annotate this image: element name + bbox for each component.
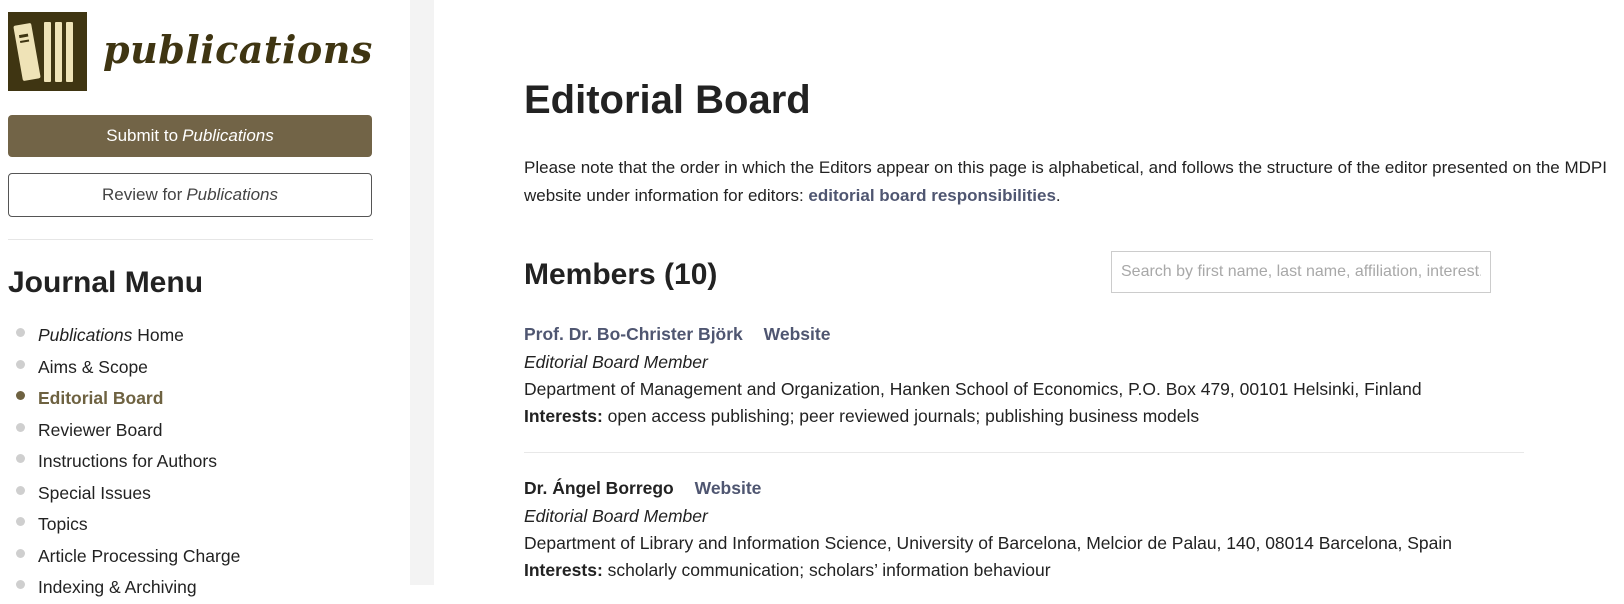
- member-interests: [524, 403, 1524, 430]
- member-name-row: [524, 476, 1524, 503]
- bullet-icon: [16, 549, 25, 558]
- journal-menu-title: Journal Menu: [8, 266, 204, 299]
- menu-item-instructions[interactable]: [14, 446, 240, 478]
- submit-label: Submit to: [106, 126, 179, 145]
- website-link[interactable]: Website: [694, 478, 762, 498]
- menu-item-label: Home: [132, 325, 184, 345]
- menu-item-indexing[interactable]: [14, 572, 240, 604]
- submit-journal: Publications: [182, 126, 274, 145]
- member-role: Editorial Board Member: [524, 506, 708, 526]
- member-search-input[interactable]: [1111, 251, 1491, 293]
- interests-label: Interests:: [524, 406, 603, 426]
- sidebar: [0, 0, 410, 597]
- note-end: .: [1055, 186, 1061, 205]
- bullet-icon: [16, 517, 25, 526]
- gutter: [410, 0, 434, 585]
- interests-label: Interests:: [524, 560, 603, 580]
- member-name-row: [524, 322, 1524, 349]
- journal-menu: [14, 320, 240, 604]
- members-heading: Members (10): [524, 258, 718, 291]
- bullet-icon: [16, 454, 25, 463]
- bullet-icon: [16, 423, 25, 432]
- menu-item-apc[interactable]: [14, 541, 240, 573]
- bullet-icon: [16, 391, 25, 400]
- menu-item-label: Aims & Scope: [38, 356, 148, 377]
- bullet-icon: [16, 486, 25, 495]
- review-journal: Publications: [186, 185, 278, 204]
- member-role: Editorial Board Member: [524, 352, 708, 372]
- menu-item-label: Instructions for Authors: [38, 451, 217, 471]
- menu-item-reviewer-board[interactable]: [14, 415, 240, 447]
- member-divider: [524, 452, 1524, 453]
- menu-item-label: Topics: [38, 514, 88, 534]
- menu-item-label: Reviewer Board: [38, 419, 163, 440]
- menu-item-label: Article Processing Charge: [38, 545, 241, 566]
- divider: [8, 239, 373, 240]
- member-name[interactable]: Prof. Dr. Bo-Christer Björk: [524, 324, 743, 344]
- books-icon: [8, 12, 87, 91]
- member-interests: [524, 557, 1524, 584]
- bullet-icon: [16, 360, 25, 369]
- journal-title: publications: [103, 27, 373, 72]
- menu-item-label: Editorial Board: [38, 388, 164, 408]
- journal-logo[interactable]: [8, 12, 373, 91]
- menu-item-special-issues[interactable]: [14, 478, 240, 510]
- main-content: [434, 0, 1607, 585]
- order-note: [524, 154, 1624, 210]
- review-button[interactable]: [8, 173, 372, 217]
- note-text: Please note that the order in which the Editors appear on this page is alphabetical, and follows the structure of the editor presented on the MDPI website under information for editors:: [524, 158, 1607, 205]
- member-affiliation: Department of Library and Information Science, University of Barcelona, Melcior de Palau, 140, 08014 Barcelona, Spain: [524, 533, 1453, 553]
- member-name: Dr. Ángel Borrego: [524, 478, 674, 498]
- bullet-icon: [16, 328, 25, 337]
- page-title: Editorial Board: [524, 78, 811, 122]
- menu-item-aims[interactable]: [14, 352, 240, 384]
- menu-item-label: Indexing & Archiving: [38, 577, 197, 597]
- bullet-icon: [16, 580, 25, 589]
- website-link[interactable]: Website: [763, 324, 831, 344]
- interests-text: scholarly communication; scholars’ information behaviour: [602, 560, 1051, 580]
- review-label: Review for: [102, 185, 183, 204]
- interests-text: open access publishing; peer reviewed journals; publishing business models: [602, 406, 1200, 426]
- submit-button[interactable]: [8, 115, 372, 157]
- menu-item-topics[interactable]: [14, 509, 240, 541]
- member-card: [524, 322, 1524, 430]
- menu-item-journal: Publications: [38, 325, 133, 345]
- member-card: [524, 476, 1524, 584]
- menu-item-label: Special Issues: [38, 482, 151, 503]
- responsibilities-link[interactable]: editorial board responsibilities: [808, 186, 1056, 205]
- menu-item-home[interactable]: [14, 320, 240, 352]
- menu-item-editorial-board[interactable]: [14, 383, 240, 415]
- member-affiliation: Department of Management and Organization, Hanken School of Economics, P.O. Box 479, 00101 Helsinki, Finland: [524, 379, 1422, 399]
